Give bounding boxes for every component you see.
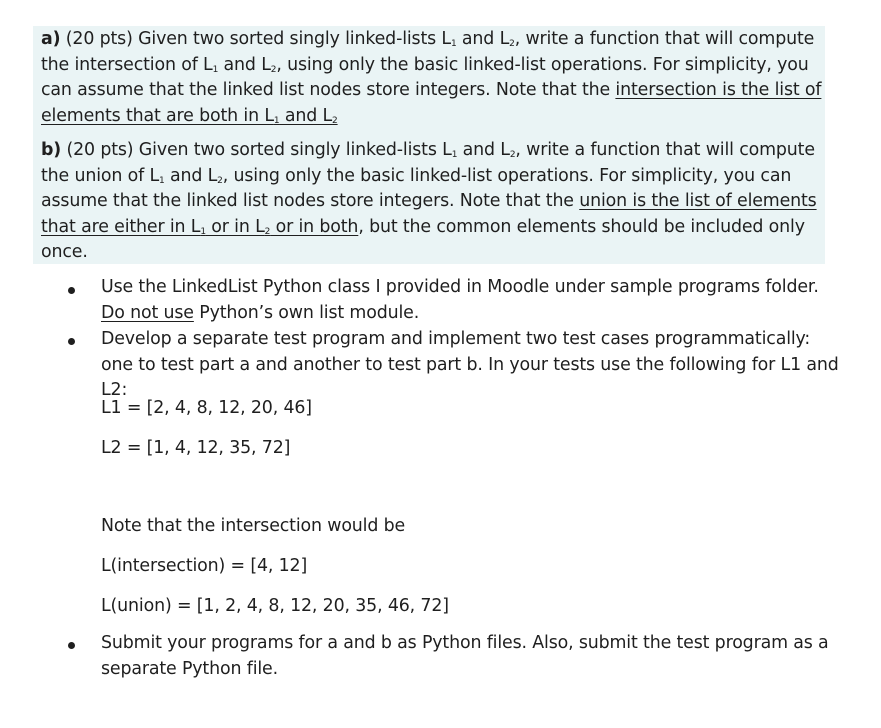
note-text: Note that the intersection would be — [101, 516, 406, 536]
intersection-result: L(intersection) = [4, 12] — [101, 556, 308, 576]
bullet-3-text: Submit your programs for a and b as Python files. Also, submit the test program as a separate Python file. — [101, 633, 829, 679]
part-a-label: a) — [41, 29, 61, 49]
bullet-3-dot — [68, 642, 75, 649]
union-definition: union is the list of elements that are either in $L_1$ or in $L_2$ or in both — [41, 191, 817, 237]
bullet-1-text: Use the LinkedList Python class I provided in Moodle under sample programs folder. Do not use Python’s own list module. — [101, 277, 819, 323]
intersection-definition: intersection is the list of elements that are both in $L_1$ and $L_2$ — [41, 80, 822, 126]
part-b-label: b) — [41, 140, 62, 160]
do-not-use-emphasis: Do not use — [101, 302, 194, 323]
part-a-paragraph: a) (20 pts) Given two sorted singly linked-lists $L_1$ and $L_2$, write a function that will compute the intersection of $L_1$ and $L_2$, using only the basic linked-list operations. For simplicity, you can assume that the linked list nodes store integers. Note that the intersection is the list of elements that are both in $L_1$ and $L_2$ — [41, 29, 822, 126]
l2-definition: L2 = [1, 4, 12, 35, 72] — [101, 438, 291, 458]
bullet-2-dot — [68, 338, 75, 345]
union-result: L(union) = [1, 2, 4, 8, 12, 20, 35, 46, 72] — [101, 596, 449, 616]
bullet-1-dot — [68, 287, 75, 294]
l1-definition: L1 = [2, 4, 8, 12, 20, 46] — [101, 398, 312, 418]
part-b-paragraph: b) (20 pts) Given two sorted singly linked-lists $L_1$ and $L_2$, write a function that will compute the union of $L_1$ and $L_2$, using only the basic linked-list operations. For simplicity, you can assume that the linked list nodes store integers. Note that the union is the list of elements that are either in $L_1$ or in $L_2$ or in both, but the common elements should be included only once. — [41, 140, 817, 263]
bullet-2-text: Develop a separate test program and implement two test cases programmatically: one to test part a and another to test part b. In your tests use the following for L1 and L2: — [101, 329, 839, 401]
